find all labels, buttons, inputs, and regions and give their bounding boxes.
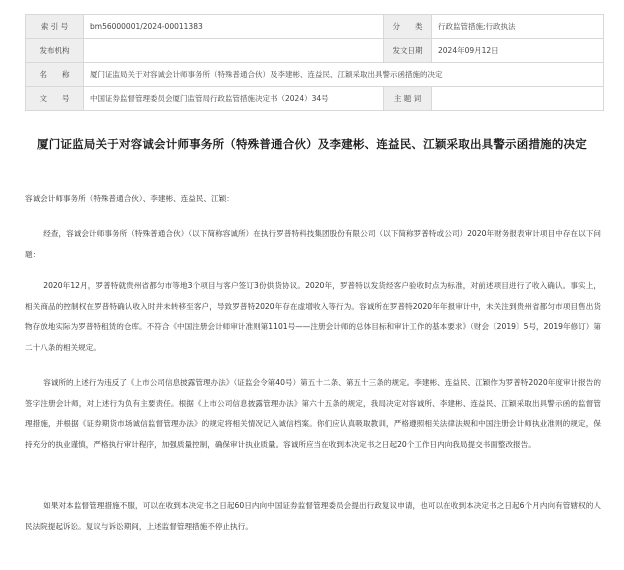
index-number-value: bm56000001/2024-00011383	[84, 15, 384, 39]
subject-words-value	[432, 87, 604, 111]
metadata-table	[25, 14, 604, 111]
publisher-label: 发布机构	[26, 39, 84, 63]
doc-number-value: 中国证券监督管理委员会厦门监管局行政监管措施决定书（2024）34号	[84, 87, 384, 111]
category-label: 分 类	[384, 15, 432, 39]
metadata-row-publisher	[26, 39, 604, 63]
name-label: 名 称	[26, 63, 84, 87]
metadata-row-index	[26, 15, 604, 39]
issue-date-value: 2024年09月12日	[432, 39, 604, 63]
publisher-value	[84, 39, 384, 63]
category-value: 行政监管措施;行政执法	[432, 15, 604, 39]
paragraph-violation-decision: 容诚所的上述行为违反了《上市公司信息披露管理办法》（证监会令第40号）第五十二条、第五十三条的规定。李建彬、连益民、江颖作为罗普特2020年度审计报告的签字注册会计师，对上述行为负有主要责任。根据《上市公司信息披露管理办法》第六十五条的规定，我局决定对容诚所、李建彬、连益民、江颖采取出具警示函的监督管理措施，并根据《证券期货市场诚信监督管理办法》的规定将相关情况记入诚信档案。你们应认真吸取教训，严格遵照相关法律法规和中国注册会计师执业准则的规定，保持充分的执业谨慎，严格执行审计程序，加强质量控制，确保审计执业质量。容诚所应当在收到本决定书之日起20个工作日内向我局提交书面整改报告。	[25, 378, 601, 449]
metadata-row-doc-number	[26, 87, 604, 111]
salutation: 容诚会计师事务所（特殊普通合伙）、李建彬、连益民、江颖：	[25, 194, 234, 203]
subject-words-label: 主 题 词	[384, 87, 432, 111]
doc-number-label: 文 号	[26, 87, 84, 111]
document-title: 厦门证监局关于对容诚会计师事务所（特殊普通合伙）及李建彬、连益民、江颖采取出具警示函措施的决定	[37, 137, 587, 151]
paragraph-facts: 2020年12月，罗普特就贵州省都匀市等地3个项目与客户签订3份供货协议。2020年，罗普特以发货经客户验收时点为标准，对前述项目进行了收入确认。事实上，相关商品的控制权在罗普特确认收入时并未转移至客户，导致罗普特2020年存在虚增收入等行为。容诚所在罗普特2020年年报审计中，未关注到贵州省都匀市项目售出货物存放地实际为罗普特租赁的仓库。不符合《中国注册会计师审计准则第1101号——注册会计师的总体目标和审计工作的基本要求》（财会〔2019〕5号，2019年修订）第二十八条的相关规定。	[25, 281, 601, 352]
issue-date-label: 发文日期	[384, 39, 432, 63]
name-value: 厦门证监局关于对容诚会计师事务所（特殊普通合伙）及李建彬、连益民、江颖采取出具警示函措施的决定	[84, 63, 604, 87]
metadata-row-name	[26, 63, 604, 87]
paragraph-findings-intro: 经查，容诚会计师事务所（特殊普通合伙）（以下简称容诚所）在执行罗普特科技集团股份有限公司（以下简称罗普特或公司）2020年财务报表审计项目中存在以下问题：	[25, 229, 601, 259]
paragraph-appeal-rights: 如果对本监督管理措施不服，可以在收到本决定书之日起60日内向中国证券监督管理委员会提出行政复议申请，也可以在收到本决定书之日起6个月内向有管辖权的人民法院提起诉讼。复议与诉讼期间，上述监督管理措施不停止执行。	[25, 501, 601, 531]
index-number-label: 索 引 号	[26, 15, 84, 39]
